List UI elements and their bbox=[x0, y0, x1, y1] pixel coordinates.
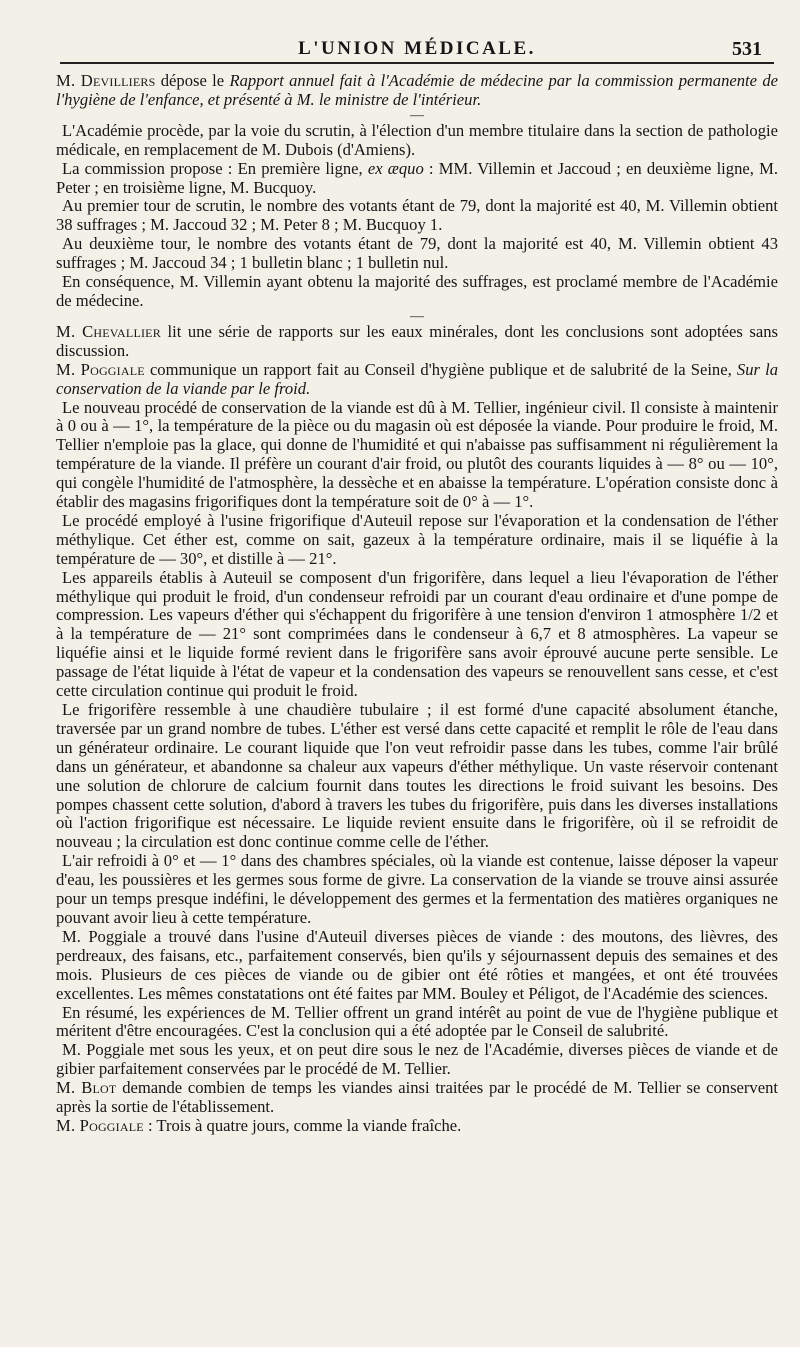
paragraph-commission: La commission propose : En première ligne, ex æquo : MM. Villemin et Jaccoud ; en deuxième ligne, M. Peter ; en troisième ligne, M. Bucquoy. bbox=[56, 158, 778, 197]
paragraph-second-round: Au deuxième tour, le nombre des votants étant de 79, dont la majorité est 40, M. Villemin obtient 43 suffrages ; M. Jaccoud 34 ; 1 bulletin blanc ; 1 bulletin nul. bbox=[56, 234, 778, 273]
section-separator: — bbox=[410, 107, 424, 123]
paragraph-demonstration: M. Poggiale met sous les yeux, et on peut dire sous le nez de l'Académie, diverses pièces de viande et de gibier parfaitement conservées par le procédé de M. Tellier. bbox=[56, 1040, 778, 1079]
paragraph-chevallier: M. Chevallier lit une série de rapports sur les eaux minérales, dont les conclusions sont adoptées sans discussion. bbox=[56, 321, 778, 360]
paragraph-tellier-process: Le nouveau procédé de conservation de la viande est dû à M. Tellier, ingénieur civil. Il consiste à maintenir à 0 ou à — 1°, la température de la pièce ou du magasin où est déposée la viande. Pour produire le froid, M. Tellier n'emploie pas la glace, qui donne de l'humidité et qui n'abaisse pas suffisamment ni régulièrement la température de la viande. Il préfère un courant d'air froid, ou plutôt des courants liquides à — 8° ou — 10°, qui congèle l'humidité de l'atmosphère, la dessèche et en abaisse la température. L'opération consiste donc à établir des magasins frigorifiques dont la température soit de 0° à — 1°. bbox=[56, 397, 778, 512]
running-title: L'UNION MÉDICALE. bbox=[298, 38, 536, 59]
paragraph-poggiale-report: M. Poggiale communique un rapport fait au Conseil d'hygiène publique et de salubrité de la Seine, Sur la conservation de la viande par le froid. bbox=[56, 359, 778, 398]
paragraph-result: En conséquence, M. Villemin ayant obtenu la majorité des suffrages, est proclamé membre de l'Académie de médecine. bbox=[56, 272, 778, 310]
paragraph-poggiale-answer: M. Poggiale : Trois à quatre jours, comme la viande fraîche. bbox=[56, 1115, 462, 1135]
paragraph-devilliers: M. Devilliers dépose le Rapport annuel fait à l'Académie de médecine par la commission permanente de l'hygiène de l'enfance, et présenté à M. le ministre de l'intérieur. bbox=[56, 71, 778, 109]
section-separator: — bbox=[410, 308, 424, 324]
paragraph-auteuil-process: Le procédé employé à l'usine frigorifique d'Auteuil repose sur l'évaporation et la condensation de l'éther méthylique. Cet éther est, comme on sait, gazeux à la température ordinaire, mais il se liquéfie à la température de — 30°, et distille à — 21°. bbox=[56, 510, 778, 568]
page-header bbox=[56, 28, 778, 62]
paragraph-summary: En résumé, les expériences de M. Tellier offrent un grand intérêt au point de vue de l'hygiène publique et méritent d'être encouragées. C'est la conclusion qui a été adoptée par le Conseil de salubrité. bbox=[56, 1002, 778, 1041]
paragraph-apparatus: Les appareils établis à Auteuil se composent d'un frigorifère, dans lequel a lieu l'évaporation de l'éther méthylique qui produit le froid, d'un condenseur refroidi par un courant d'eau ordinaire et d'une pompe de compression. Les vapeurs d'éther qui s'échappent du frigorifère à une tension d'environ 1 atmosphère 1/2 et à la température de — 21° sont comprimées dans le condenseur à 6,7 et 8 atmosphères. La vapeur se liquéfie ainsi et le liquide formé revient dans le frigorifère sans avoir éprouvé aucune perte sensible. Le passage de l'état liquide à l'état de vapeur et la condensation des vapeurs se renouvellent sans cesse, et c'est cette circulation continue qui produit le froid. bbox=[56, 567, 778, 701]
paragraph-meat-samples: M. Poggiale a trouvé dans l'usine d'Auteuil diverses pièces de viande : des moutons, des lièvres, des perdreaux, des faisans, etc., parfaitement conservés, bien qu'ils y séjournassent depuis des semaines et des mois. Plusieurs de ces pièces de viande ou de gibier ont été rôties et mangées, et ont été trouvées excellentes. Les mêmes constatations ont été faites par MM. Bouley et Péligot, de l'Académie des sciences. bbox=[56, 926, 778, 1003]
paragraph-frigorifere: Le frigorifère ressemble à une chaudière tubulaire ; il est formé d'une capacité absolument étanche, traversée par un grand nombre de tubes. L'éther est versé dans cette capacité et remplit le rôle de l'eau dans un générateur ordinaire. Le courant liquide que l'on veut refroidir passe dans les tubes, comme l'air brûlé dans un générateur, et abandonne sa chaleur aux vapeurs d'éther méthylique. Un vaste réservoir contenant une solution de chlorure de calcium fournit dans toutes les directions le froid suivant les besoins. Des pompes chassent cette solution, d'abord à travers les tubes du frigorifère, puis dans les diverses installations où l'action frigorifique est nécessaire. Le liquide revient ensuite dans le frigorifère, où il se refroidit de nouveau ; la circulation est donc continue comme celle de l'éther. bbox=[56, 700, 778, 852]
paragraph-cold-air: L'air refroidi à 0° et — 1° dans des chambres spéciales, où la viande est contenue, laisse déposer la vapeur d'eau, les poussières et les germes sous forme de givre. La conservation de la viande se trouve ainsi assurée pour un temps presque indéfini, le développement des germes et la fermentation des matières organiques ne pouvant avoir lieu à cette température. bbox=[56, 851, 778, 927]
article-body bbox=[56, 72, 778, 1136]
paragraph-first-round: Au premier tour de scrutin, le nombre des votants étant de 79, dont la majorité est 40, M. Villemin obtient 38 suffrages ; M. Jaccoud 32 ; M. Peter 8 ; M. Bucquoy 1. bbox=[56, 196, 778, 235]
paragraph-election: L'Académie procède, par la voie du scrutin, à l'élection d'un membre titulaire dans la section de pathologie médicale, en remplacement de M. Dubois (d'Amiens). bbox=[56, 120, 778, 159]
page-number: 531 bbox=[732, 38, 762, 60]
paragraph-blot-question: M. Blot demande combien de temps les viandes ainsi traitées par le procédé de M. Tellier se conservent après la sortie de l'établissement. bbox=[56, 1078, 778, 1117]
header-rule bbox=[60, 62, 774, 64]
